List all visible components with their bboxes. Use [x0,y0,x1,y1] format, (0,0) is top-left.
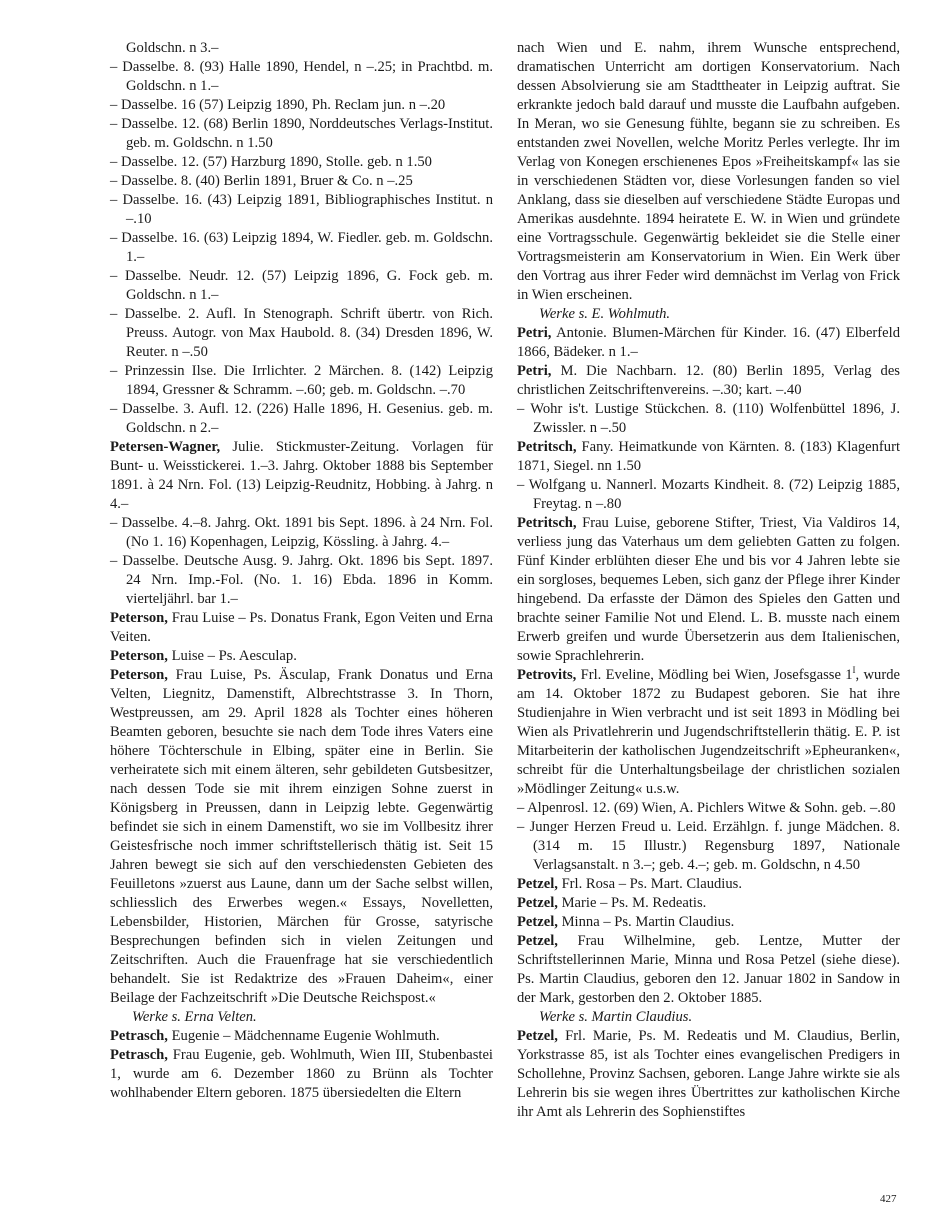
list-item: – Dasselbe. 16 (57) Leipzig 1890, Ph. Reclam jun. n –.20 [110,97,446,113]
list-item: – Dasselbe. 12. (57) Harzburg 1890, Stolle. geb. n 1.50 [110,154,432,170]
works-reference: Werke s. E. Wohlmuth. [539,306,671,322]
entry-petritsch-fany [517,438,900,476]
right-column [517,39,900,1122]
entry-peterson-2 [110,647,493,666]
entry-petri-m [517,362,900,400]
entry-name: Peterson, [110,648,168,664]
entry-text: Frl. Rosa – Ps. Mart. Claudius. [557,876,742,892]
entry-text: Frau Luise – Ps. Donatus Frank, Egon Veiten und Erna Veiten. [110,610,493,645]
entry-name: Petrasch, [110,1028,168,1044]
entry-text: Fany. Heimatkunde von Kärnten. 8. (183) Klagenfurt 1871, Siegel. nn 1.50 [517,439,900,474]
entry-petritsch-luise [517,514,900,666]
entry-petzel-rosa [517,875,900,894]
entry-text: Minna – Ps. Martin Claudius. [557,914,735,930]
list-item: – Dasselbe. 2. Aufl. In Stenograph. Schrift übertr. von Rich. Preuss. Autogr. von Max Haubold. 8. (34) Dresden 1896, W. Reuter. n –.50 [110,306,493,360]
list-item: – Dasselbe. 12. (68) Berlin 1890, Norddeutsches Verlags-Institut. geb. m. Goldschn. n 1.50 [110,116,493,151]
page-number: 427 [880,1193,897,1205]
works-reference: Werke s. Erna Velten. [132,1009,257,1025]
entry-name: Petritsch, [517,515,577,531]
entry-name: Petzel, [517,933,558,949]
entry-name: Petri, [517,363,552,379]
entry-petrasch-2 [110,1046,493,1103]
entry-petri-antonie [517,324,900,362]
entry-text: Frau Luise, Ps. Äsculap, Frank Donatus und Erna Velten, Liegnitz, Damenstift, Albrechtstrasse 3. In Thorn, Westpreussen, am 29. April 1828 als Tochter eines höheren Beamten geboren, besuchte sie nach dem Tode ihres Vaters eine höhere Töchterschule in Elbing, später eine in Berlin. Sie verheiratete sich mit einem älteren, sehr gebildeten Gutsbesitzer, nach dessen Tode sie mit ihrem einzigen Sohne zuerst in Königsberg in Preussen, dann in Leipzig lebte. Gegenwärtig befindet sie sich in einem Damenstift, wo sie im Vollbesitz ihrer Geistesfrische noch immer schriftstellerisch thätig ist. Seit 15 Jahren bewegt sie sich auf den verschiedensten Gebieten des Feuilletons »zuerst aus Laune, dann um der Sache selbst willen, schliesslich des Erwerbes wegen.« Essays, Novelletten, Lebensbilder, Historien, Märchen für Grosse, satyrische Besprechungen befinden sich in vielen Zeitungen und Zeitschriften. Auch die Frauenfrage hat sie verschiedentlich behandelt. Sie ist Redaktrize des »Frauen Daheim«, einer Beilage der Fachzeitschrift »Die Deutsche Reichspost.« [110,667,493,1006]
works-reference: Werke s. Martin Claudius. [539,1009,693,1025]
entry-text: Marie – Ps. M. Redeatis. [557,895,707,911]
entry-text: Frau Wilhelmine, geb. Lentze, Mutter der Schriftstellerinnen Marie, Minna und Rosa Petzel (siehe diese). Ps. Martin Claudius, geboren den 12. Januar 1802 in Sandow in der Mark, gestorben den 2. Oktober 1885. [517,933,900,1006]
entry-name: Petersen-Wagner, [110,439,221,455]
entry-text: M. Die Nachbarn. 12. (80) Berlin 1895, Verlag des christlichen Zeitschriftenvereins. –.30; kart. –.40 [517,363,900,398]
list-item: – Alpenrosl. 12. (69) Wien, A. Pichlers Witwe & Sohn. geb. –.80 [517,800,896,816]
entry-text: Luise – Ps. Aesculap. [167,648,297,664]
entry-text: Eugenie – Mädchenname Eugenie Wohlmuth. [167,1028,440,1044]
entry-name: Petzel, [517,876,558,892]
entry-petrasch-1 [110,1027,493,1046]
entry-text: , wurde am 14. Oktober 1872 zu Budapest geboren. Sie hat ihre Studienjahre in Wien verbracht und ist seit 1893 in Mödling bei Wien als Privatlehrerin und Jugendschriftstellerin thätig. E. P. ist Mitarbeiterin der katholischen Jugendzeitschrift »Epheuranken«, schreibt für die Unterhaltungsbeilage der christlichen sozialen »Mödlinger Zeitung« u.s.w. [517,667,900,797]
list-item: – Prinzessin Ilse. Die Irrlichter. 2 Märchen. 8. (142) Leipzig 1894, Gressner & Schramm. –.60; geb. m. Goldschn. –.70 [110,363,493,398]
entry-name: Petzel, [517,914,558,930]
entry-petrovits [517,666,900,799]
entry-continuation: nach Wien und E. nahm, ihrem Wunsche entsprechend, dramatischen Unterricht am dortigen Konservatorium. Nach dessen Absolvierung sie am Stadttheater in Leipzig auftrat. Sie erkrankte jedoch bald darauf und musste die Laufbahn aufgeben. In Meran, wo sie Genesung fühlte, begann sie zu schreiben. Es entstanden zwei Novellen, welche Moritz Perles verlegte. Ihr im Verlag von Konegen erschienenes Epos »Freiheitskampf« las sie in verschiedenen Städten vor, diese Vorlesungen fanden so viel Anklang, dass sie dieselben auf verschiedene Städte Europas und Amerikas ausdehnte. 1894 heiratete E. W. in Wien und gründete eine Vortragsschule. Gegenwärtig bekleidet sie die Stelle einer Vortragsmeisterin am Konservatorium in Wien. Ein Werk über den Vortrag aus ihrer Feder wird demnächst im Verlag von Frick in Wien erscheinen. [517,40,900,303]
list-item: – Wolfgang u. Nannerl. Mozarts Kindheit. 8. (72) Leipzig 1885, Freytag. n –.80 [517,477,900,512]
entry-name: Petrovits, [517,667,577,683]
entry-peterson-3 [110,666,493,1008]
entry-continuation: Goldschn. n 3.– [126,40,219,56]
entry-name: Peterson, [110,610,168,626]
entry-text: Frl. Eveline, Mödling bei Wien, Josefsgasse 1 [576,667,853,683]
list-item: – Wohr is't. Lustige Stückchen. 8. (110) Wolfenbüttel 1896, J. Zwissler. n –.50 [517,401,900,436]
entry-name: Petzel, [517,895,558,911]
list-item: – Dasselbe. 8. (93) Halle 1890, Hendel, n –.25; in Prachtbd. m. Goldschn. n 1.– [110,59,493,94]
list-item: – Dasselbe. Neudr. 12. (57) Leipzig 1896, G. Fock geb. m. Goldschn. n 1.– [110,268,493,303]
left-column [110,39,493,1103]
list-item: – Dasselbe. 3. Aufl. 12. (226) Halle 1896, H. Gesenius. geb. m. Goldschn. n 2.– [110,401,493,436]
entry-petzel-wilhelmine [517,932,900,1008]
list-item: – Dasselbe. 4.–8. Jahrg. Okt. 1891 bis Sept. 1896. à 24 Nrn. Fol. (No 1. 16) Kopenhagen, Leipzig, Kössling. à Jahrg. 4.– [110,515,493,550]
list-item: – Dasselbe. 16. (43) Leipzig 1891, Bibliographisches Institut. n –.10 [110,192,493,227]
entry-peterson-1 [110,609,493,647]
entry-petersen-wagner [110,438,493,514]
entry-name: Petri, [517,325,552,341]
entry-text: Frau Luise, geborene Stifter, Triest, Via Valdiros 14, verliess jung das Vaterhaus um dem geliebten Gatten zu folgen. Fünf Kinder erblühten dieser Ehe und bis vor 4 Jahren lebte sie ein sorgloses, bequemes Leben, sich ganz der Pflege ihrer Kinder hingebend. Da erfasste der Dämon des Spieles den Gatten und brachte seiner Familie Not und Elend. L. B. musste nach einem Erwerb greifen und wurde Übersetzerin aus dem Italienischen, sowie Sprachlehrerin. [517,515,900,664]
entry-petzel-minna [517,913,900,932]
entry-text: Frau Eugenie, geb. Wohlmuth, Wien III, Stubenbastei 1, wurde am 6. Dezember 1860 zu Brünn als Tochter wohlhabender Eltern geboren. 1875 übersiedelten die Eltern [110,1047,493,1101]
list-item: – Dasselbe. 8. (40) Berlin 1891, Bruer & Co. n –.25 [110,173,413,189]
entry-name: Petzel, [517,1028,558,1044]
entry-name: Petritsch, [517,439,577,455]
entry-petzel-marie-2 [517,1027,900,1122]
entry-text: Julie. Stickmuster-Zeitung. Vorlagen für Bunt- u. Weisstickerei. 1.–3. Jahrg. Oktober 1888 bis September 1891. à 24 Nrn. Fol. (13) Leipzig-Reudnitz, Hobbing. à Jahrg. n 4.– [110,439,493,512]
superscript: I [852,665,856,676]
list-item: – Dasselbe. Deutsche Ausg. 9. Jahrg. Okt. 1896 bis Sept. 1897. 24 Nrn. Imp.-Fol. (No. 1. 16) Ebda. 1896 in Komm. vierteljährl. bar 1.– [110,553,493,607]
entry-petzel-marie [517,894,900,913]
list-item: – Dasselbe. 16. (63) Leipzig 1894, W. Fiedler. geb. m. Goldschn. 1.– [110,230,493,265]
entry-name: Petrasch, [110,1047,168,1063]
entry-text: Antonie. Blumen-Märchen für Kinder. 16. (47) Elberfeld 1866, Bädeker. n 1.– [517,325,900,360]
list-item: – Junger Herzen Freud u. Leid. Erzählgn. f. junge Mädchen. 8. (314 m. 15 Illustr.) Regensburg 1897, Nationale Verlagsanstalt. n 3.–; geb. 4.–; geb. m. Goldschn, n 4.50 [517,819,900,873]
entry-name: Peterson, [110,667,168,683]
entry-text: Frl. Marie, Ps. M. Redeatis und M. Claudius, Berlin, Yorkstrasse 85, ist als Tochter eines evangelischen Predigers in Schollehne, Provinz Sachsen, geboren. Lange Jahre wirkte sie als Lehrerin bis sie wegen ihres Übertrittes zur katholischen Kirche ihr Amt als Lehrerin des Sophienstiftes [517,1028,900,1120]
